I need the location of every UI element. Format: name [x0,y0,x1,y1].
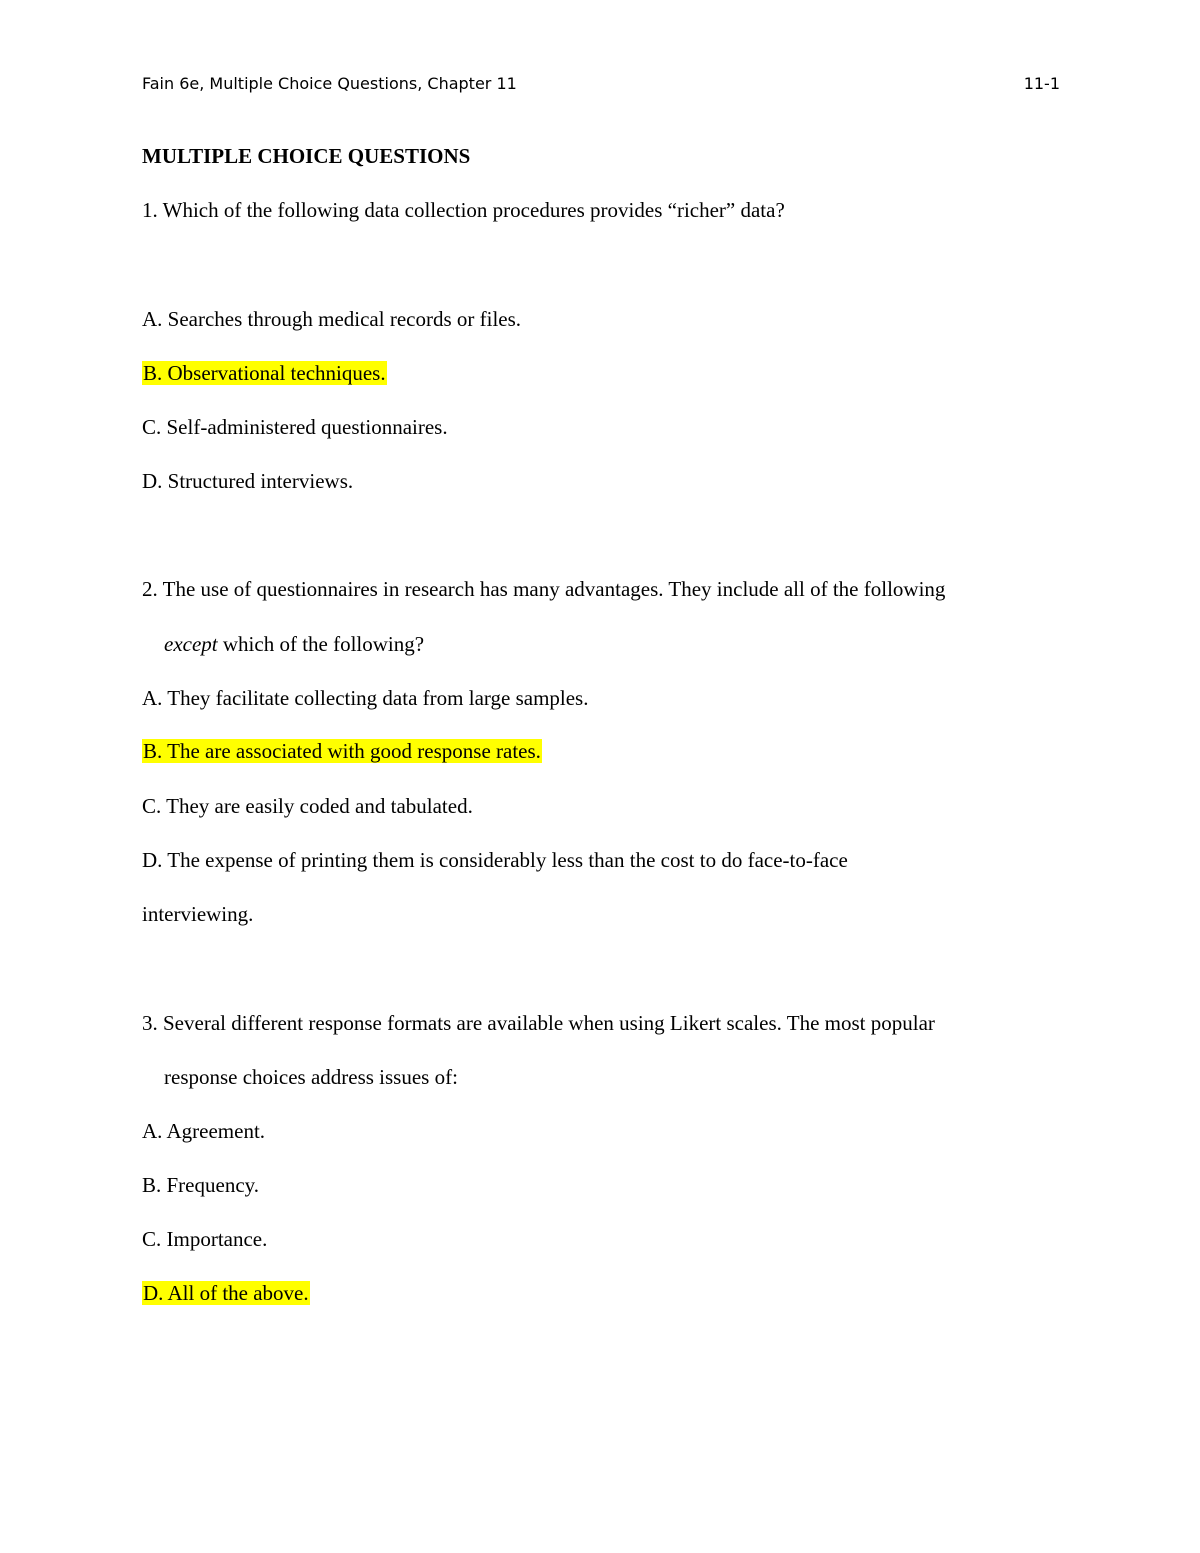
question-1-option-c: C. Self-administered questionnaires. [142,415,448,439]
question-3-stem-line2: response choices address issues of: [164,1065,458,1089]
question-2-stem-line1: 2. The use of questionnaires in research has many advantages. They include all of the following [142,577,946,601]
question-2-stem-line2 [164,631,424,657]
question-3-option-d-answer [142,1280,310,1306]
question-1-option-a: A. Searches through medical records or files. [142,307,522,331]
section-title: MULTIPLE CHOICE QUESTIONS [142,144,471,168]
question-3-option-a: A. Agreement. [142,1119,266,1143]
answer-highlight: D. All of the above. [143,1281,309,1305]
question-2-option-d: D. The expense of printing them is considerably less than the cost to do face-to-face [142,848,848,872]
question-3-option-b: B. Frequency. [142,1173,260,1197]
question-2-option-c: C. They are easily coded and tabulated. [142,794,473,818]
question-3-stem-line1: 3. Several different response formats are available when using Likert scales. The most popular [142,1011,935,1035]
answer-highlight: B. Observational techniques. [143,361,386,385]
question-1-option-d: D. Structured interviews. [142,469,354,493]
question-3-option-c: C. Importance. [142,1227,268,1251]
question-2-option-b-answer [142,738,542,764]
header-title: Fain 6e, Multiple Choice Questions, Chapter 11 [142,74,517,93]
question-1-stem: 1. Which of the following data collection procedures provides “richer” data? [142,198,785,222]
question-2-option-d-continued: interviewing. [142,902,254,926]
answer-highlight: B. The are associated with good response rates. [143,739,541,763]
page-number: 11-1 [1023,74,1060,93]
question-2-option-a: A. They facilitate collecting data from large samples. [142,686,589,710]
question-1-option-b-answer [142,360,387,386]
except-emphasis: except [164,632,218,656]
question-2-stem-rest: which of the following? [217,632,425,656]
